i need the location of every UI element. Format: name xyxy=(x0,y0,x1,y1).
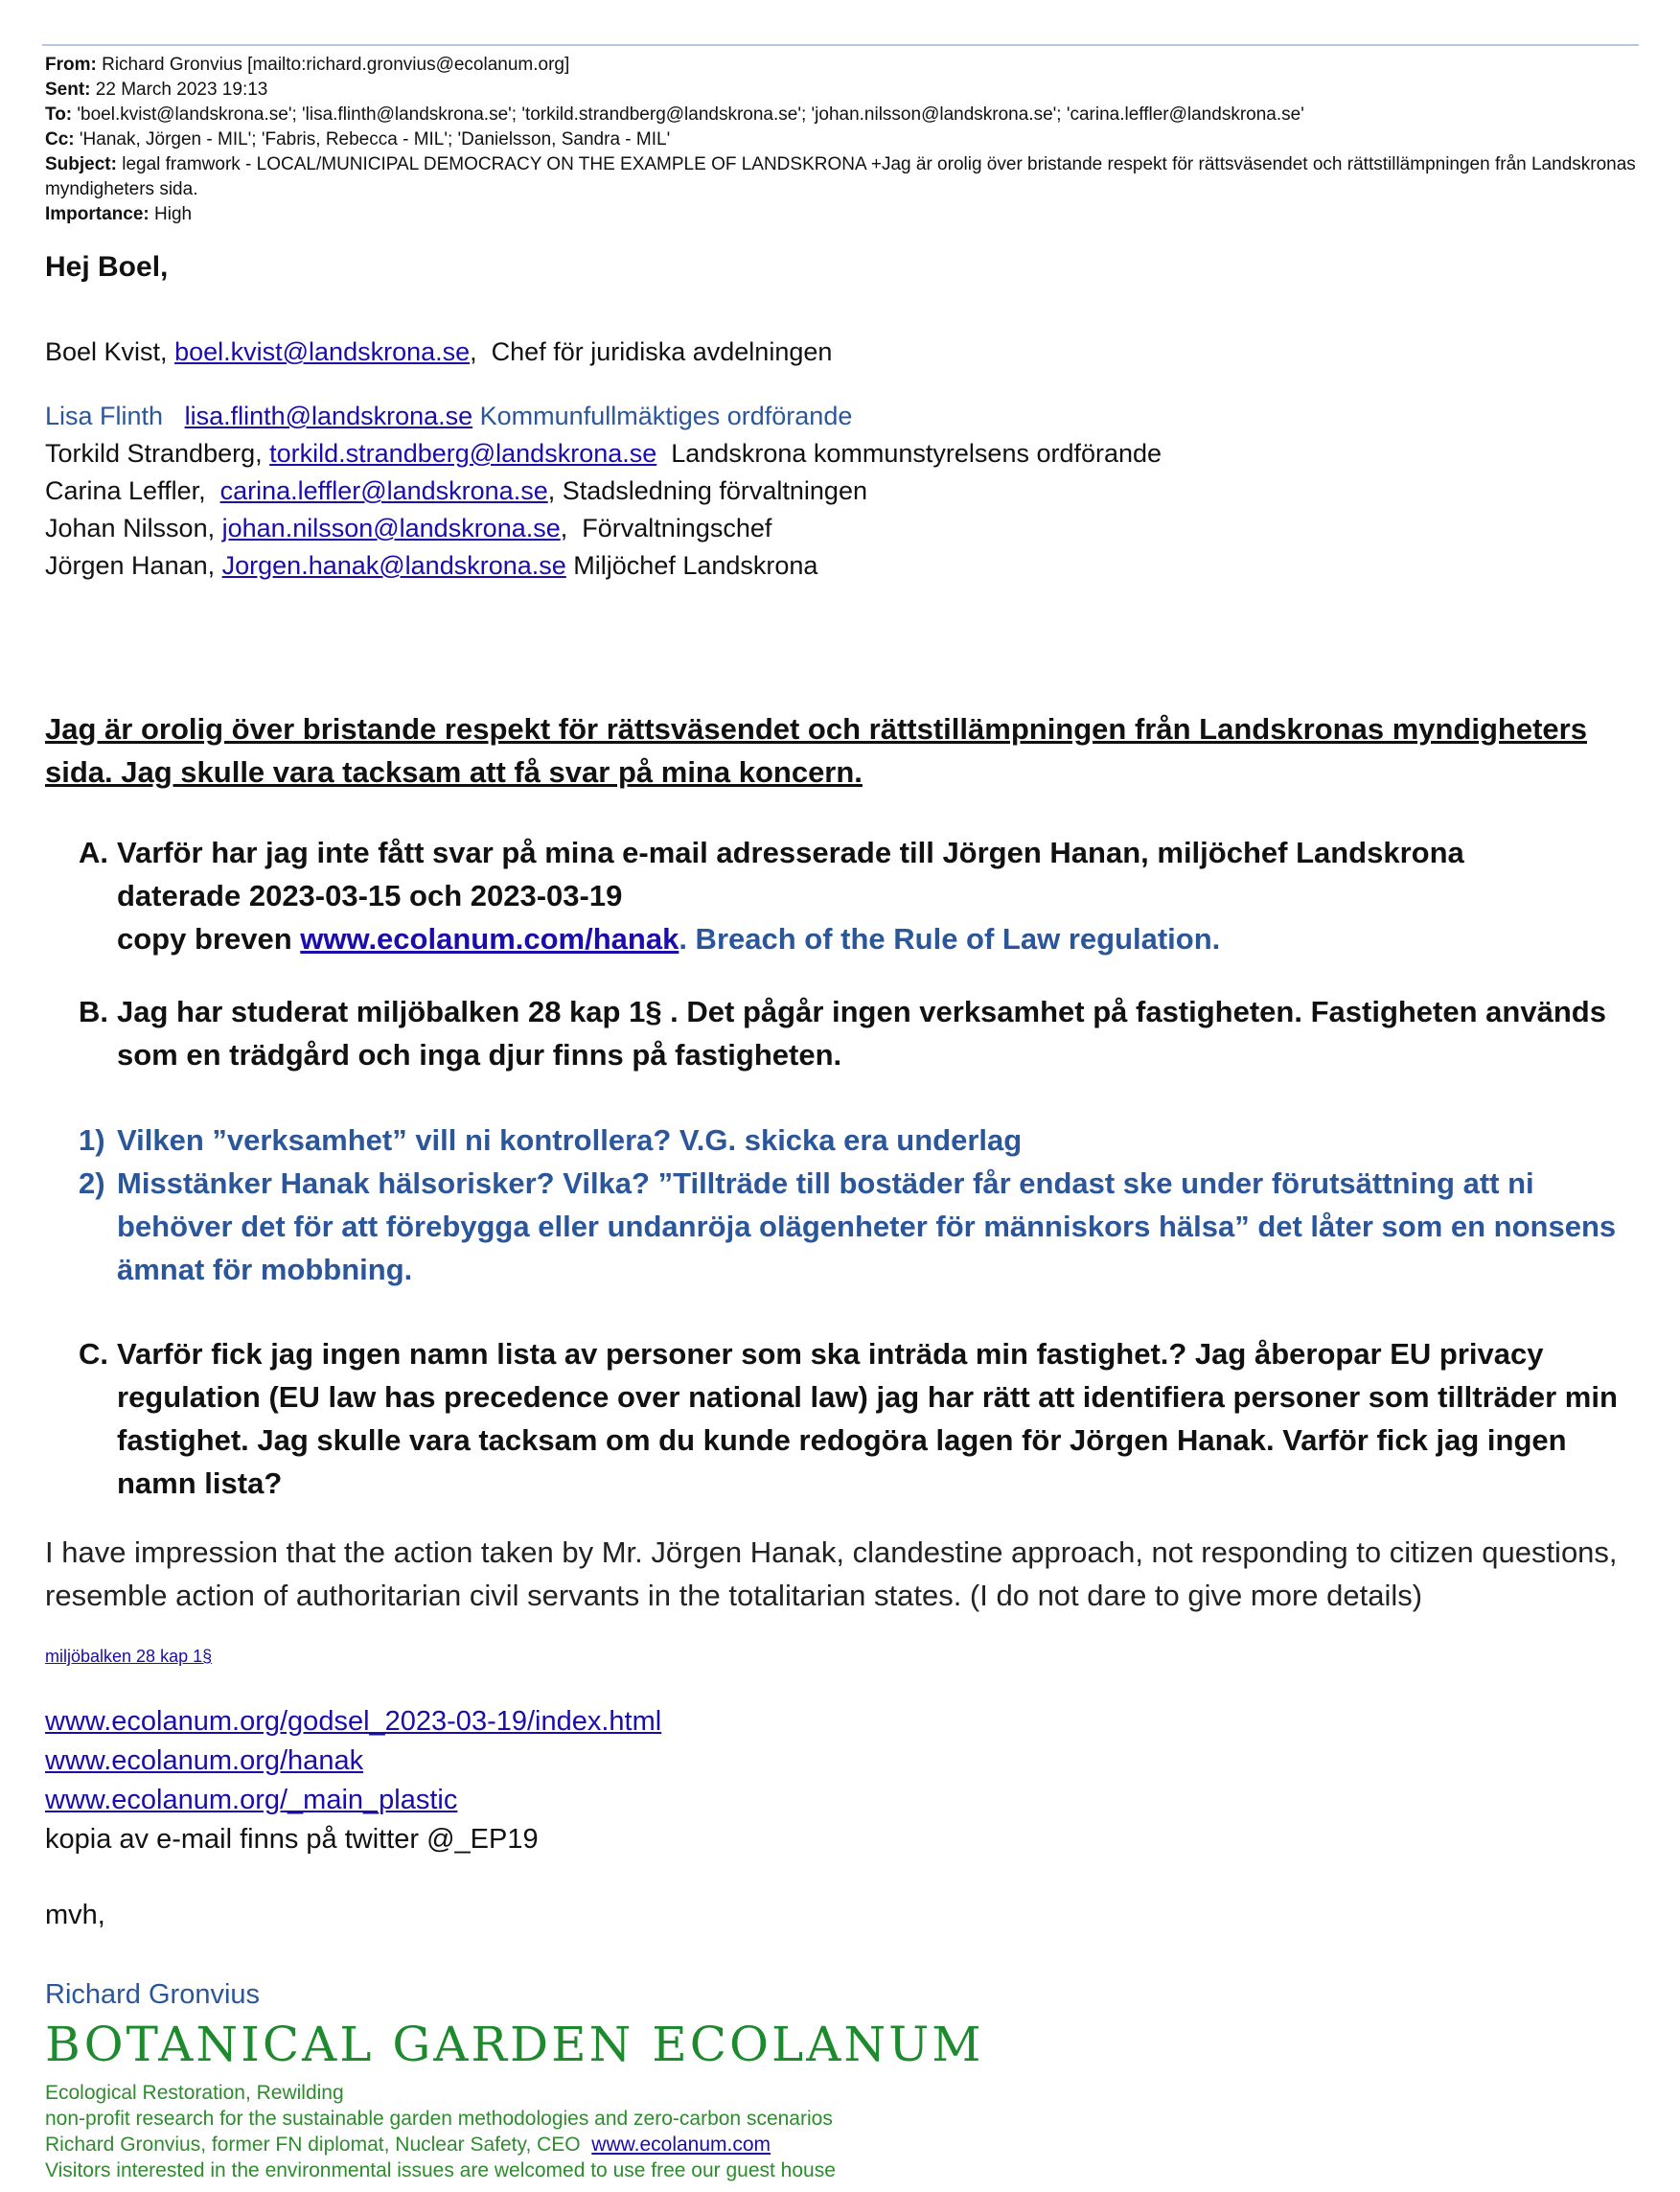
question-c: C. Varför fick jag ingen namn lista av personer som ska inträda min fastighet.? Jag åberopar EU privacy regulation (EU law has precedence over national law) jag har rätt att identifiera personer som tillträder min fastighet. Jag skulle vara tacksam om du kunde redogöra lagen för Jörgen Hanak. Varför fick jag ingen namn lista? xyxy=(79,1332,1631,1505)
numbered-item-1: 1) Vilken ”verksamhet” vill ni kontrollera? V.G. skicka era underlag xyxy=(79,1119,1631,1162)
list-marker: 2) xyxy=(79,1166,105,1200)
to-value: 'boel.kvist@landskrona.se'; 'lisa.flinth@landskrona.se'; 'torkild.strandberg@landskrona.se'; 'johan.nilsson@landskrona.se'; 'carina.leffler@landskrona.se' xyxy=(77,104,1304,125)
recipient-row: Carina Leffler, carina.leffler@landskrona.se, Stadsledning förvaltningen xyxy=(45,476,867,505)
cc-value: 'Hanak, Jörgen - MIL'; 'Fabris, Rebecca - MIL'; 'Danielsson, Sandra - MIL' xyxy=(79,129,671,150)
list-marker: A. xyxy=(79,836,108,869)
question-a: A. Varför har jag inte fått svar på mina e-mail adresserade till Jörgen Hanan, miljöchef Landskrona daterade 2023-03-15 och 2023-03-19 copy breven www.ecolanum.com/hanak. Breach of the Rule of Law regulation. xyxy=(79,831,1631,960)
signature-block: Ecological Restoration, Rewilding non-profit research for the sustainable garden methodologies and zero-carbon scenarios Richard Gronvius, former FN diplomat, Nuclear Safety, CEO www.ecolanum.com Visitors interested in the environmental issues are welcomed to use free our guest house xyxy=(45,2082,836,2181)
email-header xyxy=(45,53,1636,227)
recipient-list xyxy=(45,334,1162,585)
closing: mvh, xyxy=(45,1900,105,1930)
recipient-row: Torkild Strandberg, torkild.strandberg@landskrona.se Landskrona kommunstyrelsens ordförande xyxy=(45,439,1162,468)
recipient-email-link[interactable]: johan.nilsson@landskrona.se xyxy=(221,514,561,542)
from-value: Richard Gronvius [mailto:richard.gronvius@ecolanum.org] xyxy=(102,55,570,75)
importance-row: Importance: High xyxy=(45,204,193,224)
impression-paragraph: I have impression that the action taken by Mr. Jörgen Hanak, clandestine approach, not responding to citizen questions, resemble action of authoritarian civil servants in the totalitarian states. (I do not dare to give more details) xyxy=(45,1535,1618,1612)
question-b: B. Jag har studerat miljöbalken 28 kap 1§ . Det pågår ingen verksamhet på fastigheten. Fastigheten används som en trädgård och inga djur finns på fastigheten. xyxy=(79,990,1631,1076)
recipient-row: Jörgen Hanan, Jorgen.hanak@landskrona.se Miljöchef Landskrona xyxy=(45,551,818,580)
recipient-email-link[interactable]: Jorgen.hanak@landskrona.se xyxy=(221,551,566,580)
subject-value: legal framwork - LOCAL/MUNICIPAL DEMOCRACY ON THE EXAMPLE OF LANDSKRONA +Jag är orolig över bristande respekt för rättsväsendet och rättstillämpningen från Landskronas myndigheters sida. xyxy=(45,154,1636,199)
recipient-email-link[interactable]: carina.leffler@landskrona.se xyxy=(219,476,548,505)
garden-logo-text: BOTANICAL GARDEN ECOLANUM xyxy=(45,2017,984,2072)
godsel-link[interactable]: www.ecolanum.org/godsel_2023-03-19/index.html xyxy=(45,1706,662,1737)
link-list xyxy=(45,1702,661,1859)
importance-value: High xyxy=(154,204,193,224)
from-row: From: Richard Gronvius [mailto:richard.gronvius@ecolanum.org] xyxy=(45,55,570,75)
recipient-row: Lisa Flinth lisa.flinth@landskrona.se Kommunfullmäktiges ordförande xyxy=(45,402,853,430)
subject-row: Subject: legal framwork - LOCAL/MUNICIPAL DEMOCRACY ON THE EXAMPLE OF LANDSKRONA +Jag är orolig över bristande respekt för rättsväsendet och rättstillämpningen från Landskronas myndigheters sida. xyxy=(45,154,1636,199)
list-marker: B. xyxy=(79,995,108,1028)
to-row: To: 'boel.kvist@landskrona.se'; 'lisa.flinth@landskrona.se'; 'torkild.strandberg@landskrona.se'; 'johan.nilsson@landskrona.se'; 'carina.leffler@landskrona.se' xyxy=(45,104,1304,125)
list-marker: C. xyxy=(79,1337,108,1371)
twitter-note: kopia av e-mail finns på twitter @_EP19 xyxy=(45,1824,539,1855)
recipient-email-link[interactable]: boel.kvist@landskrona.se xyxy=(174,337,471,366)
miljobalken-link[interactable]: miljöbalken 28 kap 1§ xyxy=(45,1647,213,1666)
recipient-email-link[interactable]: lisa.flinth@landskrona.se xyxy=(184,402,473,430)
concern-heading: Jag är orolig över bristande respekt för rättsväsendet och rättstillämpningen från Landskronas myndigheters sida. Jag skulle vara tacksam att få svar på mina koncern. xyxy=(45,712,1587,789)
header-divider xyxy=(42,44,1639,46)
recipient-row: Boel Kvist, boel.kvist@landskrona.se, Chef för juridiska avdelningen xyxy=(45,337,833,366)
greeting: Hej Boel, xyxy=(45,251,169,283)
cc-row: Cc: 'Hanak, Jörgen - MIL'; 'Fabris, Rebecca - MIL'; 'Danielsson, Sandra - MIL' xyxy=(45,129,671,150)
sent-value: 22 March 2023 19:13 xyxy=(95,80,268,100)
hanak-page-link[interactable]: www.ecolanum.org/hanak xyxy=(45,1745,364,1776)
ecolanum-link[interactable]: www.ecolanum.com xyxy=(591,2134,771,2156)
recipient-email-link[interactable]: torkild.strandberg@landskrona.se xyxy=(269,439,657,468)
signature-name: Richard Gronvius xyxy=(45,1979,261,2010)
hanak-link[interactable]: www.ecolanum.com/hanak xyxy=(300,922,679,956)
list-marker: 1) xyxy=(79,1123,105,1157)
numbered-item-2: 2) Misstänker Hanak hälsorisker? Vilka? ”Tillträde till bostäder får endast ske under förutsättning att ni behöver det för att förebygga eller undanröja olägenheter för människors hälsa” det låter som en nonsens ämnat för mobbning. xyxy=(79,1162,1631,1291)
main-plastic-link[interactable]: www.ecolanum.org/_main_plastic xyxy=(45,1785,458,1815)
sent-row: Sent: 22 March 2023 19:13 xyxy=(45,80,268,100)
recipient-row: Johan Nilsson, johan.nilsson@landskrona.se, Förvaltningschef xyxy=(45,514,772,542)
